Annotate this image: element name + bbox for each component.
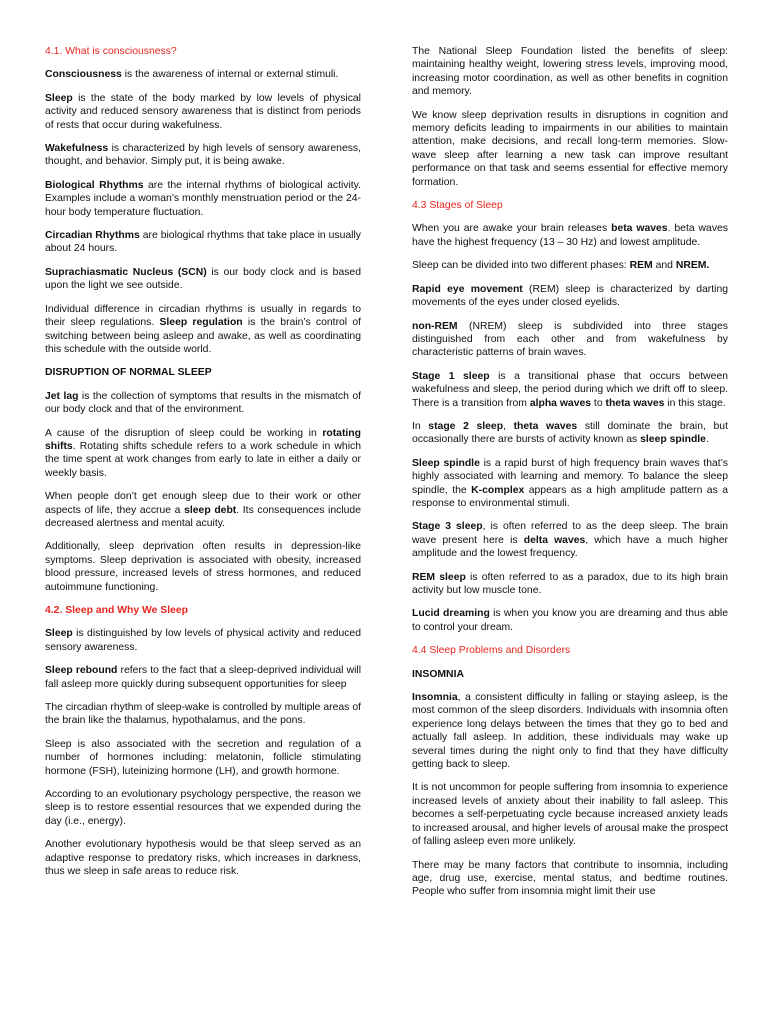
text-run: , [503, 420, 514, 432]
bold-term: Wakefulness [45, 143, 109, 155]
text-run: Sleep can be divided into two different phases: [412, 260, 630, 272]
bold-term: sleep spindle [640, 434, 706, 446]
text-run: . Rotating shifts schedule refers to a work schedule in which the time spent at work changes from early to late in either a daily or weekly basis. [45, 440, 361, 479]
paragraph [45, 179, 361, 219]
text-run: is the awareness of internal or external stimuli. [121, 69, 339, 81]
text-run: is distinguished by low levels of physical activity and reduced sensory awareness. [45, 628, 361, 653]
text-run: 4.1. What is consciousness? [45, 46, 177, 57]
paragraph [45, 303, 361, 357]
section-heading [412, 644, 728, 657]
bold-term: Circadian Rhythms [45, 230, 140, 242]
bold-term: Sleep spindle [412, 457, 480, 469]
bold-term: REM [629, 260, 653, 272]
paragraph [412, 370, 728, 410]
bold-term: NREM. [675, 260, 710, 272]
paragraph [45, 92, 361, 132]
text-run: is often referred to as a paradox, due to its high brain activity but low muscle tone. [412, 571, 728, 596]
text-run: in this stage. [664, 397, 726, 409]
text-run: are the internal rhythms of biological activity. Examples include a woman’s monthly menstruation period or the 24-hour body temperature fluctuation. [45, 179, 361, 218]
paragraph [412, 859, 728, 899]
paragraph [412, 283, 728, 310]
bold-term: Suprachiasmatic Nucleus (SCN) [45, 266, 207, 278]
bold-term: Insomnia [412, 692, 458, 704]
text-run: It is not uncommon for people suffering from insomnia to experience increased levels of anxiety about their inability to fall asleep. This becomes a self-perpetuating cycle because increased anxiety leads to increased arousal, and higher levels of arousal make the prospect of falling asleep even more unlikely. [412, 782, 728, 848]
paragraph [45, 68, 361, 81]
bold-term: Sleep regulation [159, 317, 243, 329]
subsection-heading [45, 366, 361, 379]
text-run: When people don’t get enough sleep due to their work or other aspects of life, they accrue a [45, 491, 361, 516]
text-run: is a rapid burst of high frequency brain waves that’s highly associated with learning and memory. To balance the sleep spindle, the [412, 457, 728, 496]
text-run: INSOMNIA [412, 668, 464, 680]
text-run: The National Sleep Foundation listed the benefits of sleep: maintaining healthy weight, lowering stress levels, improving mood, increasing motor coordination, as well as other benefits in cognition and memory. [412, 46, 728, 98]
bold-term: Sleep [45, 92, 73, 104]
paragraph [412, 259, 728, 272]
paragraph [45, 266, 361, 293]
bold-term: REM sleep [412, 571, 466, 583]
text-run: are biological rhythms that take place in usually about 24 hours. [45, 230, 361, 255]
text-run: Another evolutionary hypothesis would be that sleep served as an adaptive response to predatory risks, which increases in darkness, thus we sleep in safe areas to reduce risk. [45, 839, 361, 878]
text-run: . [705, 434, 709, 446]
subsection-heading [412, 668, 728, 681]
paragraph [45, 664, 361, 691]
text-run: Sleep is also associated with the secretion and regulation of a number of hormones including: melatonin, follicle stimulating hormone (FSH), luteinizing hormone (LH), and growth hormone. [45, 738, 361, 777]
paragraph [412, 320, 728, 360]
text-run: In [412, 420, 429, 432]
paragraph [412, 781, 728, 848]
paragraph [45, 540, 361, 594]
right-column [412, 45, 728, 1024]
text-run: to [591, 397, 606, 409]
paragraph [412, 691, 728, 771]
bold-term: beta waves [611, 223, 668, 235]
text-run: is our body clock and is based upon the light we see outside. [45, 266, 361, 292]
text-run: We know sleep deprivation results in disruptions in cognition and memory deficits leading to impairments in our abilities to maintain attention, make decisions, and recall long-term memories. Slow-wave sleep after learning a new task can improve resultant performance on that task and seems essential for effective memory formation. [412, 109, 728, 188]
bold-term: Rapid eye movement [412, 283, 523, 295]
text-run: still dominate the brain, but occasionally there are bursts of activity known as [412, 420, 728, 446]
text-run: is the collection of symptoms that results in the mismatch of our body clock and that of the environment. [45, 390, 361, 416]
section-heading [45, 45, 361, 58]
text-run: appears as a high amplitude pattern as a response to environmental stimuli. [412, 484, 728, 509]
section-heading [412, 199, 728, 212]
paragraph [45, 788, 361, 828]
paragraph [412, 520, 728, 560]
paragraph [45, 427, 361, 481]
text-run: refers to the fact that a sleep-deprived individual will fall asleep more quickly during subsequent opportunities for sleep [45, 665, 362, 690]
text-run: , is often referred to as the deep sleep. The brain wave present here is [412, 521, 729, 546]
bold-term: theta waves [605, 397, 665, 409]
text-run: DISRUPTION OF NORMAL SLEEP [45, 367, 212, 379]
text-run: is when you know you are dreaming and thus able to control your dream. [412, 608, 728, 633]
paragraph [412, 457, 728, 511]
text-run: (NREM) sleep is subdivided into three stages distinguished from each other and from wakefulness by characteristic patterns of brain waves. [412, 320, 728, 359]
bold-term: Lucid dreaming [412, 608, 490, 620]
text-run: (REM) sleep is characterized by darting movements of the eyes under closed eyelids. [412, 283, 728, 309]
text-run: 4.3 Stages of Sleep [412, 200, 503, 212]
bold-term: non-REM [412, 320, 458, 332]
text-run: There may be many factors that contribute to insomnia, including age, drug use, exercise, mental status, and bedtime routines. People who suffer from insomnia might limit their use [412, 859, 728, 898]
paragraph [45, 738, 361, 778]
bold-term: rotating shifts [45, 427, 361, 452]
bold-term: K-complex [471, 484, 525, 496]
paragraph [412, 607, 728, 634]
paragraph [45, 390, 361, 417]
bold-term: alpha waves [529, 397, 592, 409]
text-run: When you are awake your brain releases [412, 223, 612, 235]
bold-term: delta waves [523, 534, 586, 546]
paragraph [412, 109, 728, 189]
paragraph [412, 222, 728, 249]
paragraph [412, 420, 728, 447]
paragraph [45, 627, 361, 654]
paragraph [45, 701, 361, 728]
bold-term: theta waves [513, 420, 578, 432]
text-run: 4.4 Sleep Problems and Disorders [412, 645, 571, 657]
bold-term: Consciousness [45, 69, 122, 81]
bold-term: Stage 1 sleep [412, 370, 490, 382]
bold-term: stage 2 sleep [428, 420, 504, 432]
bold-term: Biological Rhythms [45, 179, 144, 191]
text-run: is a transitional phase that occurs between wakefulness and sleep, the period during which we drift off to sleep. There is a transition from [412, 370, 728, 409]
bold-term: Sleep rebound [45, 665, 118, 677]
text-run: . beta waves have the highest frequency (13 – 30 Hz) and lowest amplitude. [412, 223, 729, 248]
text-run: 4.2. Sleep and Why We Sleep [45, 605, 189, 616]
text-run: and [652, 260, 676, 272]
text-run: According to an evolutionary psychology perspective, the reason we sleep is to restore essential resources that we expended during the day (i.e., energy). [45, 789, 361, 827]
text-run: is the state of the body marked by low levels of physical activity and reduced sensory awareness that is distinct from periods of rests that occur during wakefulness. [45, 92, 361, 131]
text-run: , which have a much higher amplitude and the lowest frequency. [412, 534, 728, 560]
text-run: is the brain’s control of switching between being asleep and awake, as well as coordinating this schedule with the outside world. [45, 317, 362, 355]
paragraph [45, 838, 361, 878]
paragraph [45, 490, 361, 530]
bold-term: Jet lag [45, 390, 79, 402]
text-run: A cause of the disruption of sleep could be working in [45, 427, 323, 439]
left-column [45, 45, 361, 1024]
bold-term: Stage 3 sleep [412, 521, 483, 533]
text-run: . Its consequences include decreased alertness and mental acuity. [45, 504, 361, 529]
text-run: Individual difference in circadian rhythms is usually in regards to their sleep regulations. [45, 303, 361, 329]
paragraph [412, 45, 728, 99]
text-run: The circadian rhythm of sleep-wake is controlled by multiple areas of the brain like the thalamus, hypothalamus, and the pons. [45, 702, 361, 727]
text-run: Additionally, sleep deprivation often results in depression-like symptoms. Sleep deprivation is associated with obesity, increased blood pressure, increased levels of stress hormones, and reduced autoimmune functioning. [45, 541, 361, 593]
section-heading [45, 604, 361, 617]
bold-term: Sleep [45, 628, 73, 640]
paragraph [45, 229, 361, 256]
paragraph [45, 142, 361, 169]
paragraph [412, 571, 728, 598]
bold-term: sleep debt [184, 504, 237, 516]
text-run: is characterized by high levels of sensory awareness, thought, and behavior. Simply put, it is being awake. [45, 143, 361, 168]
text-run: , a consistent difficulty in falling or staying asleep, is the most common of the sleep disorders. Individuals with insomnia often experience long delays between the times that they go to bed and actually fall asleep. In addition, these individuals may wake up several times during the night only to find that they have difficulty getting back to sleep. [412, 692, 728, 771]
